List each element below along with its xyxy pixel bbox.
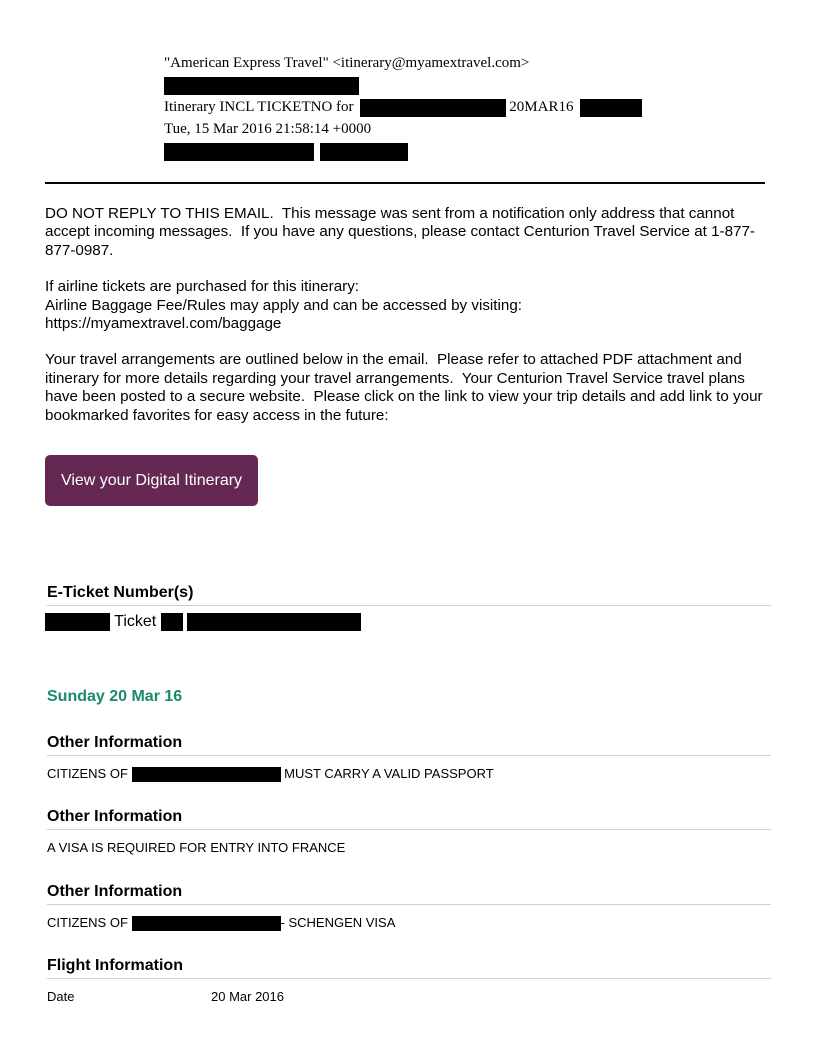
other-info-section (47, 734, 771, 782)
email-body (45, 205, 775, 443)
ticket-word: Ticket (114, 613, 157, 631)
redaction (187, 613, 361, 631)
view-digital-itinerary-button[interactable]: View your Digital Itinerary (45, 455, 258, 506)
ticket-line (45, 613, 361, 631)
baggage-line-2: Airline Baggage Fee/Rules may apply and can be accessed by visiting: (45, 296, 522, 314)
flight-date-row (47, 989, 771, 1004)
no-reply-paragraph: DO NOT REPLY TO THIS EMAIL. This message was sent from a notification only address that cannot accept incoming messages. If you have any questions, please contact Centurion Travel Service at 1-877-877-0987. (45, 205, 755, 259)
citizens-prefix: CITIZENS OF (47, 766, 128, 781)
arrangements-paragraph: Your travel arrangements are outlined below in the email. Please refer to attached PDF attachment and itinerary for more details regarding your travel arrangements. Your Centurion Travel Service travel plans have been posted to a secure website. Please click on the link to view your trip details and add link to your bookmarked favorites for easy access in the future: (45, 351, 767, 424)
subject-value (164, 96, 642, 118)
citizens-prefix: CITIZENS OF (47, 915, 128, 930)
redaction (132, 767, 281, 782)
date-value: Tue, 15 Mar 2016 21:58:14 +0000 (164, 121, 372, 137)
redaction (164, 143, 314, 161)
redaction (164, 77, 359, 95)
redaction (360, 99, 506, 117)
from-value: "American Express Travel" <itinerary@myamextravel.com> (164, 55, 530, 71)
redaction (45, 613, 110, 631)
attachments-value[interactable] (164, 140, 408, 162)
other-info-text (47, 915, 771, 931)
other-info-title: Other Information (47, 883, 771, 905)
redaction (320, 143, 408, 161)
header-divider (45, 182, 765, 184)
schengen-text: - SCHENGEN VISA (280, 915, 396, 930)
other-info-title: Other Information (47, 734, 771, 756)
subject-date: 20MAR16 (509, 99, 574, 115)
redaction (161, 613, 183, 631)
flight-info-title: Flight Information (47, 957, 771, 979)
flight-date-value: 20 Mar 2016 (211, 989, 284, 1004)
baggage-paragraph (45, 278, 775, 333)
other-info-text: A VISA IS REQUIRED FOR ENTRY INTO FRANCE (47, 840, 346, 855)
redaction (580, 99, 642, 117)
flight-info-section (47, 957, 771, 1004)
baggage-link[interactable]: https://myamextravel.com/baggage (45, 315, 282, 333)
other-info-section (47, 808, 771, 855)
redaction (132, 916, 281, 931)
flight-date-label: Date (47, 989, 75, 1004)
to-value (164, 74, 359, 96)
other-info-section (47, 883, 771, 931)
subject-prefix: Itinerary INCL TICKETNO for (164, 99, 354, 115)
other-info-title: Other Information (47, 808, 771, 830)
passport-text: MUST CARRY A VALID PASSPORT (284, 766, 494, 781)
baggage-line-1: If airline tickets are purchased for this itinerary: (45, 278, 360, 296)
day-heading: Sunday 20 Mar 16 (47, 688, 183, 705)
eticket-title: E-Ticket Number(s) (47, 584, 771, 606)
other-info-text (47, 766, 771, 782)
eticket-section (47, 584, 771, 606)
